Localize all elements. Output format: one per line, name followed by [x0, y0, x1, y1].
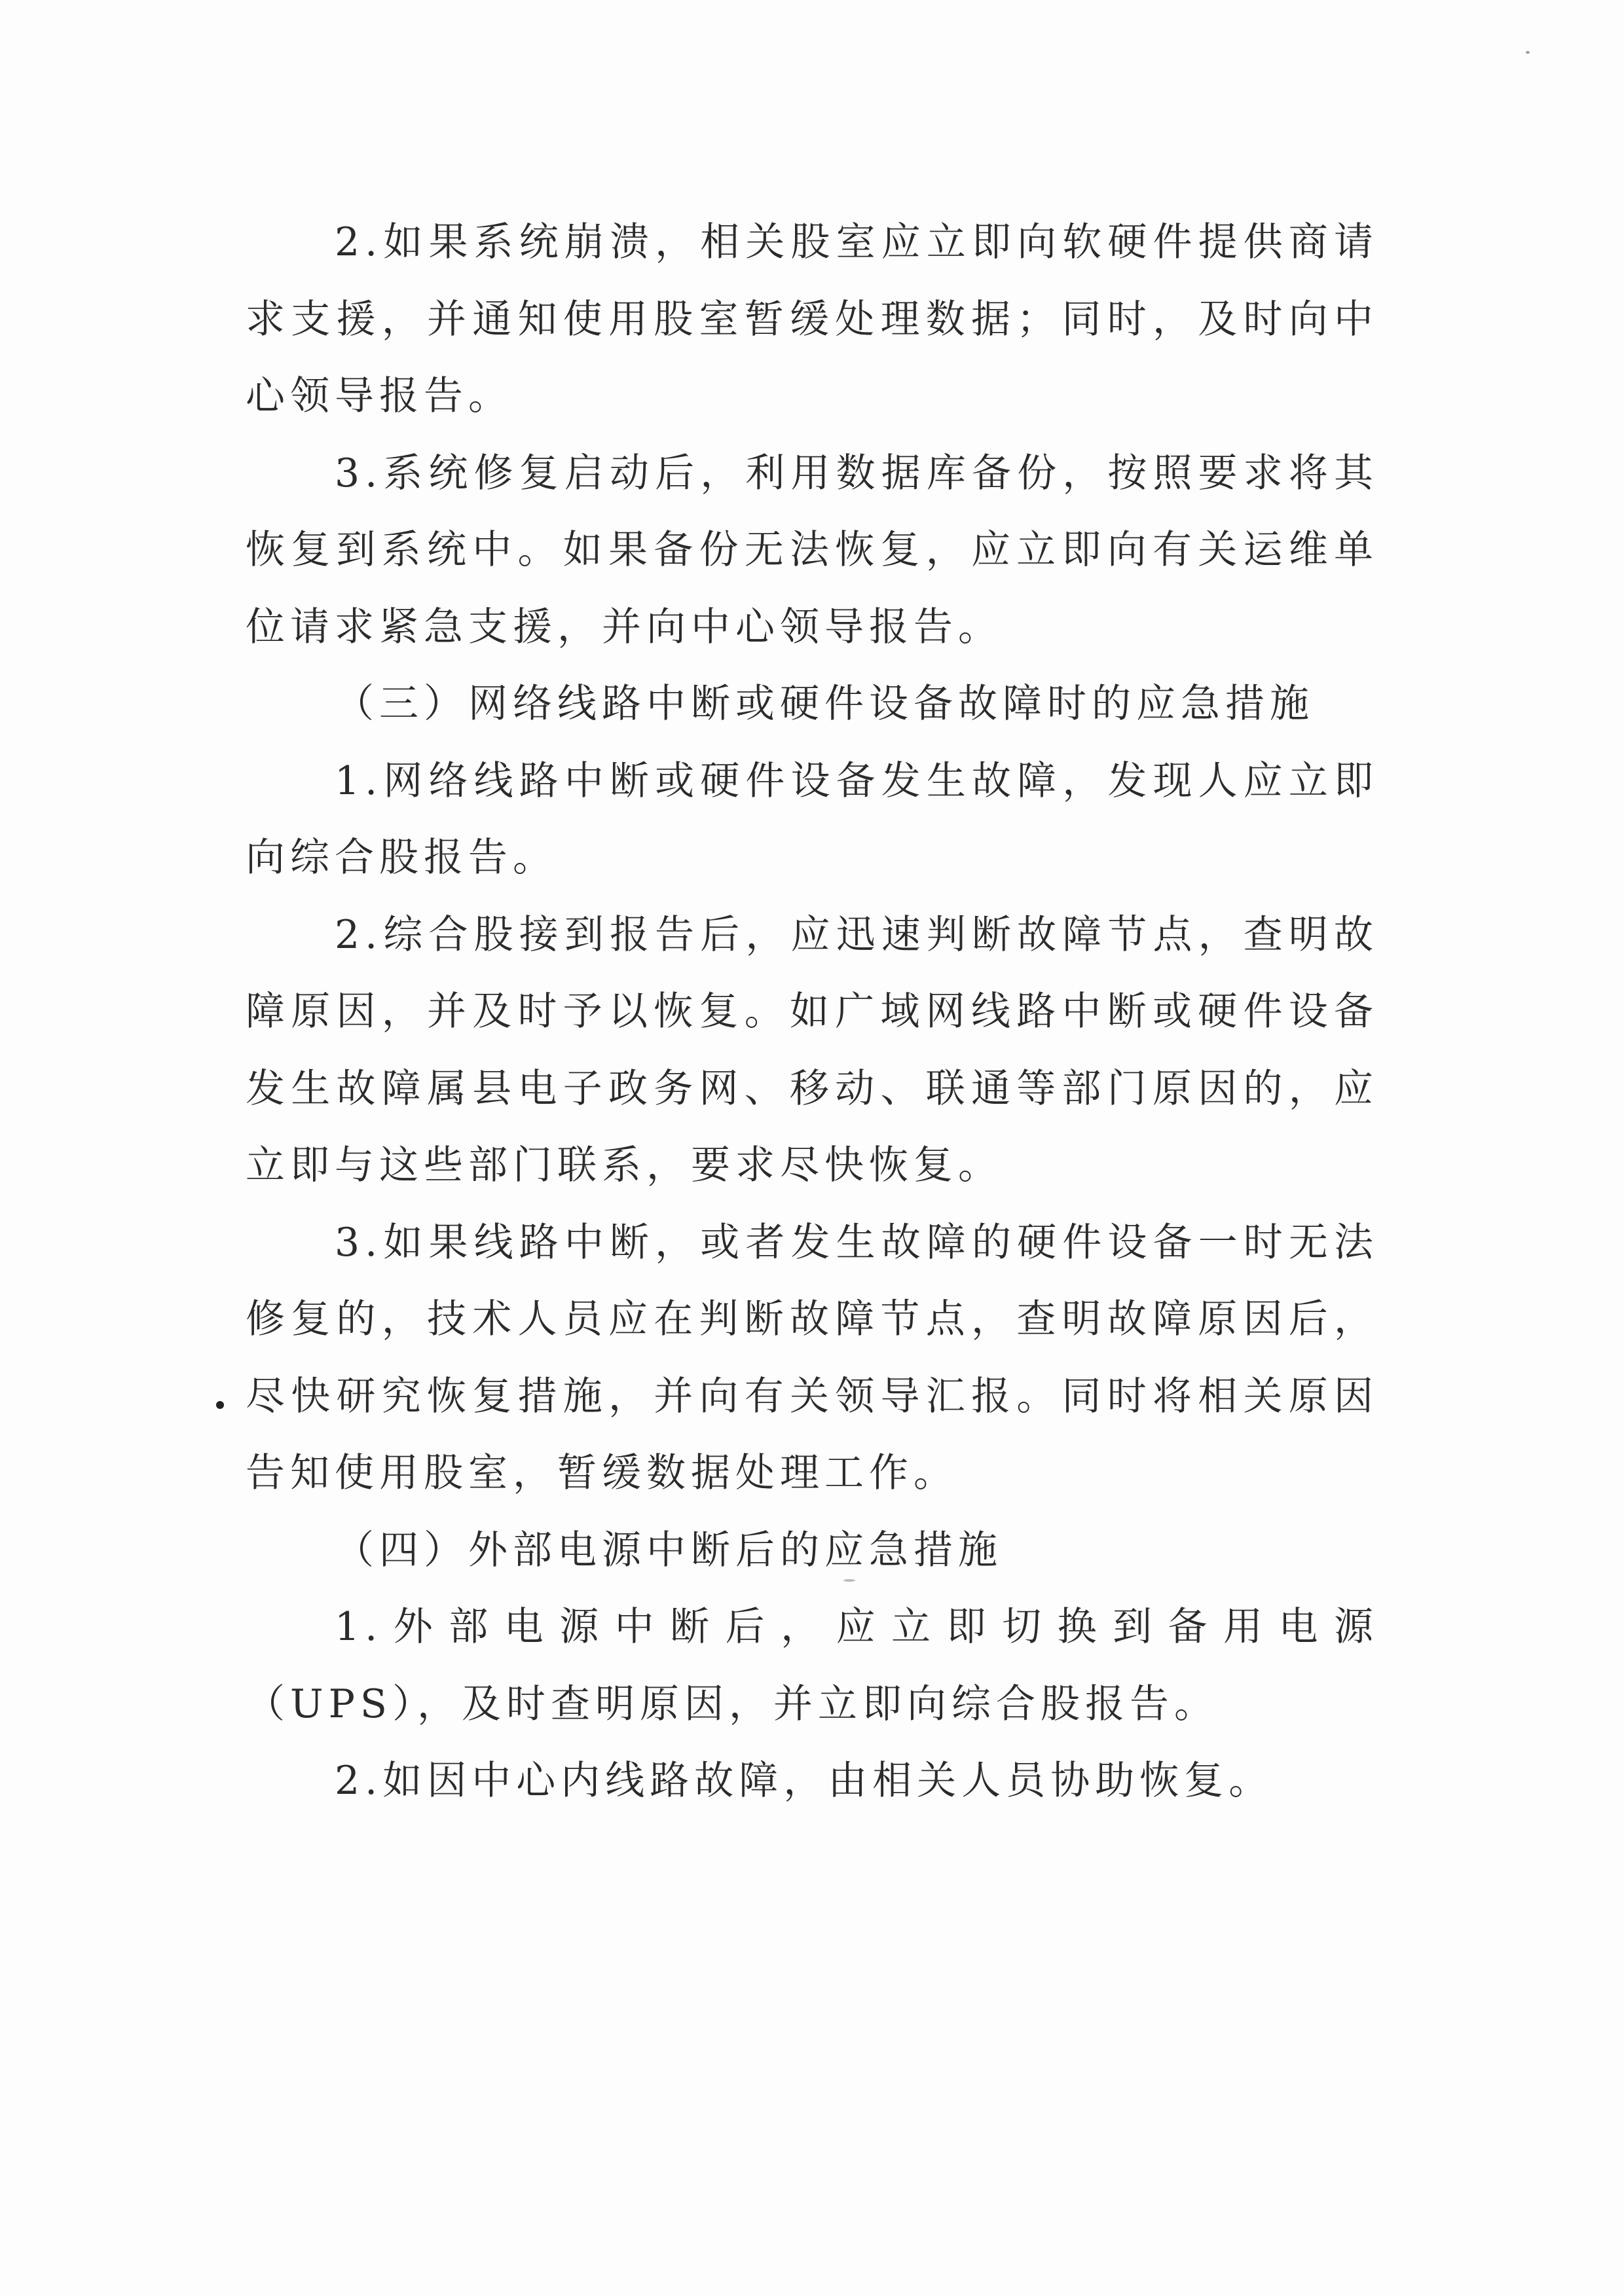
paragraph-power-ups: 1.外部电源中断后，应立即切换到备用电源（UPS），及时查明原因，并立即向综合股报告。	[246, 1604, 1378, 1727]
paragraph-network-report: 1.网络线路中断或硬件设备发生故障，发现人应立即向综合股报告。	[246, 757, 1378, 881]
document-body	[246, 204, 1378, 1820]
paragraph-system-crash: 2.如果系统崩溃，相关股室应立即向软硬件提供商请求支援，并通知使用股室暂缓处理数据；同时，及时向中心领导报告。	[246, 219, 1378, 419]
paragraph-system-restore: 3.系统修复启动后，利用数据库备份，按照要求将其恢复到系统中。如果备份无法恢复，应立即向有关运维单位请求紧急支援，并向中心领导报告。	[246, 450, 1378, 650]
section-heading-power-failure: （四）外部电源中断后的应急措施	[335, 1527, 1003, 1573]
scan-speck	[1526, 51, 1530, 54]
paragraph-network-unrepairable: 3.如果线路中断，或者发生故障的硬件设备一时无法修复的，技术人员应在判断故障节点，查明故障原因后，尽快研究恢复措施，并向有关领导汇报。同时将相关原因告知使用股室，暂缓数据处理工作。	[246, 1219, 1378, 1496]
scan-speck	[843, 1579, 855, 1582]
paragraph-power-internal: 2.如因中心内线路故障，由相关人员协助恢复。	[335, 1758, 1274, 1804]
paragraph-network-diagnose: 2.综合股接到报告后，应迅速判断故障节点，查明故障原因，并及时予以恢复。如广域网线路中断或硬件设备发生故障属县电子政务网、移动、联通等部门原因的，应立即与这些部门联系，要求尽快恢复。	[246, 911, 1378, 1188]
section-heading-network-failure: （三）网络线路中断或硬件设备故障时的应急措施	[335, 681, 1314, 727]
scan-speck	[216, 1401, 224, 1409]
